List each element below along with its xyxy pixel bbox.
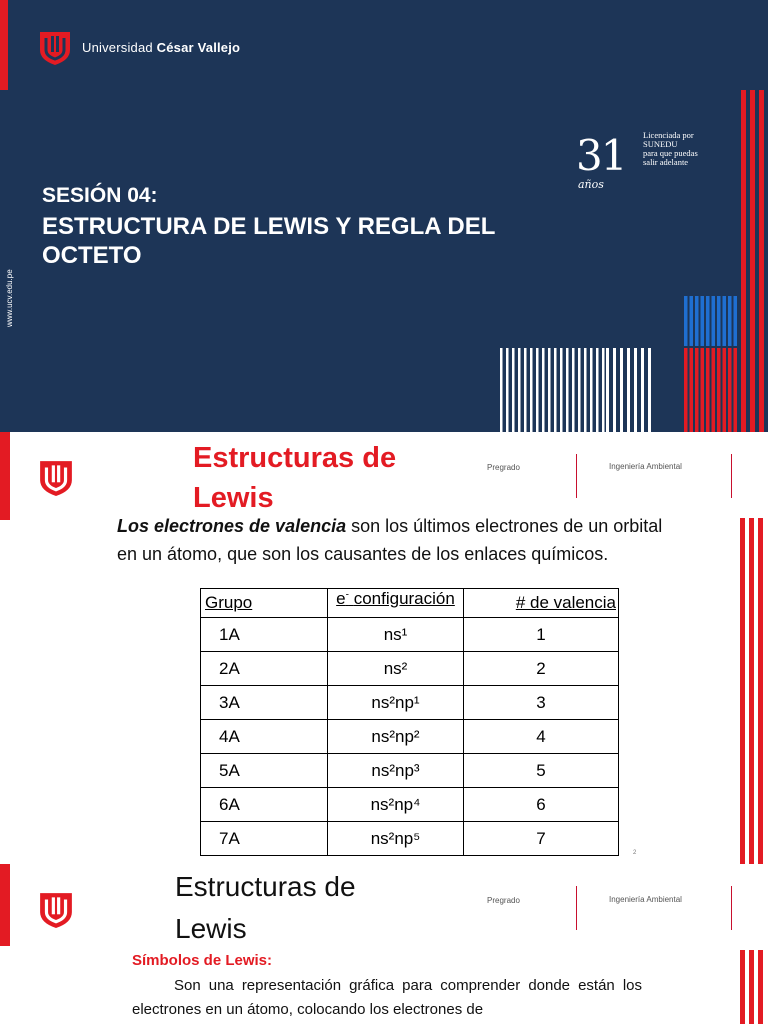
- config-cell: ns²np⁴: [328, 788, 464, 822]
- red-accent-bar: [0, 432, 10, 520]
- stripe: [500, 348, 503, 432]
- ucv-shield-icon: [38, 888, 74, 930]
- decorative-stripes-right: [738, 950, 768, 1024]
- group-cell: 1A: [201, 618, 328, 652]
- config-cell: ns²np²: [328, 720, 464, 754]
- ucv-shield-icon: [38, 456, 74, 498]
- stripe: [548, 348, 551, 432]
- stripe: [542, 348, 545, 432]
- stripe: [627, 348, 630, 432]
- stripe: [518, 348, 521, 432]
- stripe: [695, 348, 699, 432]
- config-cell: ns²: [328, 652, 464, 686]
- valence-cell: 4: [464, 720, 619, 754]
- stripe: [723, 296, 727, 346]
- decorative-stripes: [0, 0, 768, 432]
- stripe: [759, 90, 764, 432]
- valence-cell: 5: [464, 754, 619, 788]
- divider: [576, 454, 577, 498]
- stripe: [750, 90, 755, 432]
- stripe: [695, 296, 699, 346]
- anniversary-number: 31: [576, 131, 626, 180]
- intro-paragraph: Los electrones de valencia son los últimos electrones de un orbital en un átomo, que son los causantes de los enlaces químicos.: [117, 516, 663, 564]
- stripe: [723, 348, 727, 432]
- table-row: [201, 754, 619, 788]
- red-accent-bar: [0, 864, 10, 946]
- stripe: [690, 348, 694, 432]
- stripe: [706, 348, 710, 432]
- stripe: [506, 348, 509, 432]
- table-row: [201, 788, 619, 822]
- anniversary-label: años: [578, 178, 604, 191]
- decorative-stripes-right: [738, 518, 768, 864]
- valence-cell: 7: [464, 822, 619, 856]
- stripe: [701, 348, 705, 432]
- career-label: Ingeniería Ambiental: [609, 895, 682, 904]
- stripe: [590, 348, 593, 432]
- university-name: Universidad César Vallejo: [82, 39, 241, 55]
- stripe: [620, 348, 623, 432]
- license-text: Licenciada por SUNEDU para que puedas salir adelante: [643, 130, 698, 167]
- stripe: [641, 348, 644, 432]
- stripe: [613, 348, 616, 432]
- stripe: [536, 348, 539, 432]
- slide-heading: Estructuras de Lewis: [175, 871, 356, 944]
- config-cell: ns²np⁵: [328, 822, 464, 856]
- stripe: [717, 296, 721, 346]
- valence-table: [200, 588, 619, 856]
- stripe: [606, 348, 609, 432]
- group-cell: 5A: [201, 754, 328, 788]
- slide-heading: Estructuras de Lewis: [193, 442, 397, 514]
- stripe: [648, 348, 651, 432]
- session-label: SESIÓN 04:: [42, 184, 158, 207]
- stripe: [717, 348, 721, 432]
- group-cell: 4A: [201, 720, 328, 754]
- stripe: [530, 348, 533, 432]
- group-cell: 3A: [201, 686, 328, 720]
- stripe: [596, 348, 599, 432]
- stripe: [728, 296, 732, 346]
- stripe: [734, 296, 738, 346]
- stripe: [701, 296, 705, 346]
- slide-title: ESTRUCTURA DE LEWIS Y REGLA DEL OCTETO: [42, 213, 496, 269]
- divider: [576, 886, 577, 930]
- divider: [731, 886, 732, 930]
- program-label: Pregrado: [487, 463, 520, 472]
- config-cell: ns²np³: [328, 754, 464, 788]
- col-header-config: e- configuración: [328, 589, 464, 618]
- stripe: [578, 348, 581, 432]
- stripe: [512, 348, 515, 432]
- website-url: www.ucv.edu.pe: [5, 269, 14, 327]
- program-label: Pregrado: [487, 896, 520, 905]
- stripe: [684, 348, 688, 432]
- col-header-valence: # de valencia: [464, 589, 619, 618]
- table-row: [201, 720, 619, 754]
- valence-cell: 6: [464, 788, 619, 822]
- stripe: [734, 348, 738, 432]
- group-cell: 2A: [201, 652, 328, 686]
- table-row: [201, 686, 619, 720]
- lewis-valence-slide: [0, 432, 768, 864]
- stripe: [602, 348, 605, 432]
- stripe: [584, 348, 587, 432]
- page-number: 2: [633, 850, 637, 856]
- stripe: [712, 348, 716, 432]
- stripe: [706, 296, 710, 346]
- career-label: Ingeniería Ambiental: [609, 462, 682, 471]
- group-cell: 6A: [201, 788, 328, 822]
- stripe: [634, 348, 637, 432]
- config-cell: ns²np¹: [328, 686, 464, 720]
- body-paragraph: Son una representación gráfica para comprender donde están los electrones en un átomo, colocando los electrones de: [132, 977, 642, 1018]
- stripe: [572, 348, 575, 432]
- stripe: [554, 348, 557, 432]
- divider: [731, 454, 732, 498]
- valence-cell: 3: [464, 686, 619, 720]
- stripe: [684, 296, 688, 346]
- stripe: [566, 348, 569, 432]
- col-header-group: Grupo: [201, 589, 328, 618]
- table-row: [201, 618, 619, 652]
- stripe: [524, 348, 527, 432]
- lewis-symbols-slide: [0, 864, 768, 1024]
- valence-cell: 2: [464, 652, 619, 686]
- subheading: Símbolos de Lewis:: [132, 952, 273, 969]
- stripe: [728, 348, 732, 432]
- title-slide: [0, 0, 768, 432]
- stripe: [560, 348, 563, 432]
- stripe: [690, 296, 694, 346]
- stripe: [741, 90, 746, 432]
- stripe: [712, 296, 716, 346]
- table-row: [201, 822, 619, 856]
- table-row: [201, 652, 619, 686]
- config-cell: ns¹: [328, 618, 464, 652]
- valence-cell: 1: [464, 618, 619, 652]
- group-cell: 7A: [201, 822, 328, 856]
